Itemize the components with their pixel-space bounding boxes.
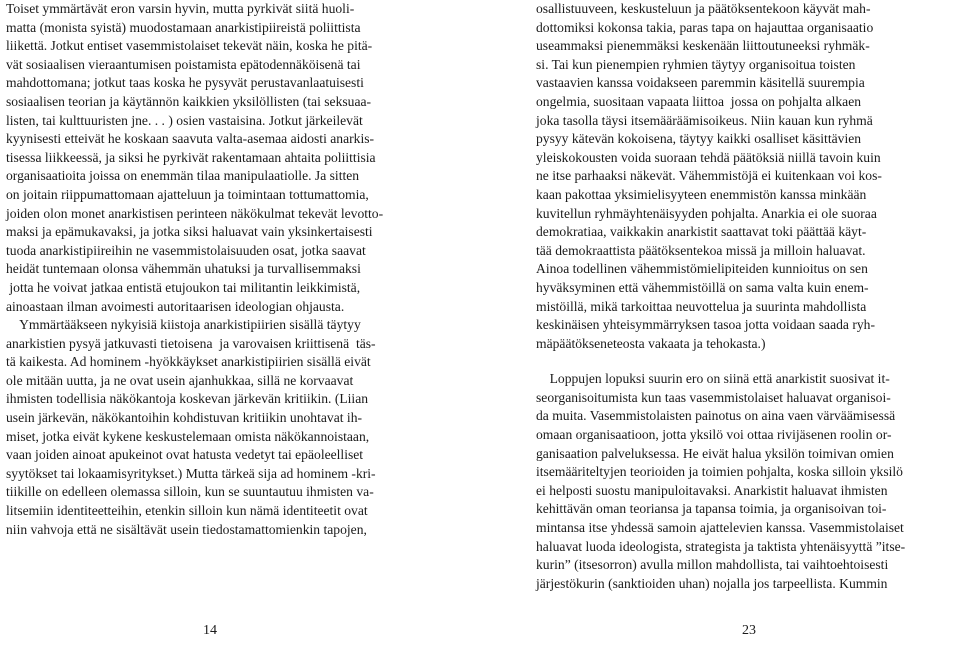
text-line: osallistuuveen, keskusteluun ja päätöksentekoon käyvät mah- — [536, 1, 871, 16]
text-line: omaan organisaatioon, jotta yksilö voi ottaa rivijäsenen roolin or- — [536, 427, 892, 443]
text-line: hyväksyminen että vähemmistöillä on sama valta kuin enem- — [536, 279, 869, 295]
text-line: pysyy kätevän kokoisena, täytyy kaikki osalliset käsittävien — [536, 131, 862, 147]
text-line: joiden olon monet anarkistisen perinteen näkökulmat tekevät levotto- — [6, 205, 384, 221]
text-line: Ymmärtääkseen nykyisiä kiistoja anarkistipiirien sisällä täytyy — [6, 317, 361, 333]
page-number-right: 23 — [742, 623, 756, 638]
text-line: liikettä. Jotkut entiset vasemmistolaiset tekevät näin, koska he pitä- — [6, 38, 373, 54]
text-line: mäpäätökseneteosta vakaata ja tehokasta.) — [536, 335, 766, 351]
text-line: sosiaalisen teorian ja käytännön kaikkien yksilöllisten (tai seksuaa- — [6, 93, 372, 109]
text-line: kehittävän oman teoriansa ja tapansa toimia, ja organisoivan toi- — [536, 501, 887, 517]
text-line: da muita. Vasemmistolaisten painotus on aina vaen värväämisessä — [536, 408, 896, 424]
text-line: tä kaikesta. Ad hominem -hyökkäykset anarkistipiirien sisällä eivät — [6, 354, 371, 370]
text-line: kyynisesti etteivät he koskaan saavuta valta-asemaa aidosti anarkis- — [6, 131, 375, 147]
page-number-left: 14 — [203, 623, 217, 638]
text-line: haluavat luoda ideologista, strategista ja taktista yhtenäisyyttä ”itse- — [536, 538, 906, 554]
text-line: mistöillä, mikä tarkoittaa neuvottelua ja suurinta mahdollista — [536, 298, 867, 314]
text-line: ei helposti suostu manipuloitavaksi. Anarkistit haluavat ihmisten — [536, 482, 888, 498]
text-line: maksi ja epämukavaksi, ja jotka siksi haluavat vain yksinkertaisesti — [6, 224, 373, 240]
text-line: niin vahvoja että ne sisältävät usein tiedostamattomienkin tapojen, — [6, 521, 367, 537]
text-line: miset, jotka eivät kykene keskustelemaan omista näkökannoistaan, — [6, 428, 370, 444]
text-line: joka tasolla täysi itsemääräämisoikeus. Niin kauan kun ryhmä — [536, 112, 873, 128]
right-paragraph-2 — [536, 370, 952, 593]
text-line: syytökset tai lokaamisyritykset.) Mutta tärkeä sija ad hominem -kri- — [6, 465, 376, 481]
text-line: demokratiaa, vaikkakin anarkistit saattavat toki päättää käyt- — [536, 224, 867, 240]
text-line: vät sosiaalisen vieraantumisen poistamista epätodennäköisenä tai — [6, 56, 361, 72]
text-line: listen, tai kulttuuristen jne. . . ) osien vastaisina. Jotkut järkeilevät — [6, 112, 363, 128]
text-line: Loppujen lopuksi suurin ero on siinä että anarkistit suosivat it- — [536, 371, 890, 387]
text-line: vaan joiden ainoat apukeinot ovat hatusta vedetyt tai epäoleelliset — [6, 447, 364, 463]
text-line: si. Tai kun pienempien ryhmien täytyy organisoitua toisten — [536, 56, 856, 72]
text-line: ganisaation palveluksessa. He eivät halua yksilön toimivan omien — [536, 445, 894, 461]
text-line: yleiskokousten voida suoraan tehdä päätöksiä niillä tavoin kuin — [536, 149, 881, 165]
text-line: ole mitään uutta, ja ne ovat usein ajanhukkaa, sillä ne korvaavat — [6, 372, 354, 388]
text-line: itsemääriteltyjen teorioiden ja toimien pohjalta, koska silloin yksilö — [536, 464, 903, 480]
text-line: seorganisoitumista kun taas vasemmistolaiset haluavat organisoi- — [536, 389, 891, 405]
text-line: on joitain riippumattomaan ajatteluun ja toimintaan tottumattomia, — [6, 186, 369, 202]
paragraph-gap — [536, 353, 952, 370]
text-line: tisessa liikkeessä, ja siksi he pyrkivät rakentamaan ahtaita poliittisia — [6, 149, 376, 165]
left-page-text — [6, 0, 421, 539]
text-line: ihmisten todellisia näkökantoja koskevan järkevän kritiikin. (Liian — [6, 391, 369, 407]
text-line: ne itse parhaaksi näkevät. Vähemmistöjä ei kuitenkaan voi kos- — [536, 168, 882, 184]
text-line: tiikille on edelleen olemassa silloin, kun se suuntautuu ihmisten va- — [6, 484, 374, 500]
right-paragraph-1 — [536, 0, 952, 353]
text-line: Ainoa todellinen vähemmistömielipiteiden kunnioitus on sen — [536, 261, 868, 277]
text-line: mintansa itse yhdessä samoin ajattelevien kanssa. Vasemmistolaiset — [536, 520, 904, 536]
text-line: jotta he voivat jatkaa entistä etujoukon tai militantin leikkimistä, — [6, 279, 361, 295]
text-line: organisaatioita joissa on enemmän tilaa manipulaatiolle. Ja sitten — [6, 168, 360, 184]
text-line: vastaavien kanssa voidakseen paremmin käsitellä suurempia — [536, 75, 865, 91]
text-line: ainoastaan ilman avoimesti autoritaarisen ideologian ohjausta. — [6, 298, 345, 314]
text-line: heidät tuntemaan olonsa vähemmän uhatuksi ja turvallisemmaksi — [6, 261, 361, 277]
text-line: tää demokraattista päätöksentekoa missä ja milloin haluavat. — [536, 242, 866, 258]
text-line: kaan pakottaa yksimielisyyteen enemmistön kanssa minkään — [536, 186, 867, 202]
text-line: kurin” (itsesorron) avulla millon mahdollista, tai vaihtoehtoisesti — [536, 557, 889, 573]
text-line: useammaksi pienemmäksi keskenään liittoutuneeksi ryhmäk- — [536, 38, 870, 54]
text-line: litsemiin identiteetteihin, etenkin silloin kun nämä identiteetit ovat — [6, 503, 368, 519]
text-line: usein järkevän, näkökantoihin kohdistuvan kritiikin unohtavat ih- — [6, 410, 363, 426]
text-line: järjestökurin (sanktioiden uhan) nojalla jos tarpeellista. Kummin — [536, 575, 888, 591]
text-line: ongelmia, suositaan vapaata liittoa jossa on pohjalta alkaen — [536, 93, 862, 109]
text-line: mahdottomana; jotkut taas koska he pysyvät perustavanlaatuisesti — [6, 75, 364, 91]
text-line: matta (monista syistä) muodostamaan anarkistipiireistä poliittista — [6, 19, 361, 35]
text-line: anarkistien pysyä jatkuvasti tietoisena ja varovaisen kriittisenä täs- — [6, 335, 376, 351]
text-line: tuoda anarkistipiireihin ne vasemmistolaisuuden osat, jotka saavat — [6, 242, 366, 258]
text-line: dottomiksi kokonsa takia, paras tapa on hajauttaa organisaatio — [536, 19, 874, 35]
text-line: kuvitellun ryhmäyhtenäisyyden pohjalta. Anarkia ei ole suoraa — [536, 205, 877, 221]
text-line: keskinäisen yhteisymmärryksen tasoa jotta voidaan saada ryh- — [536, 317, 875, 333]
text-line: Toiset ymmärtävät eron varsin hyvin, mutta pyrkivät siitä huoli- — [6, 1, 355, 16]
right-page-text — [536, 0, 952, 593]
